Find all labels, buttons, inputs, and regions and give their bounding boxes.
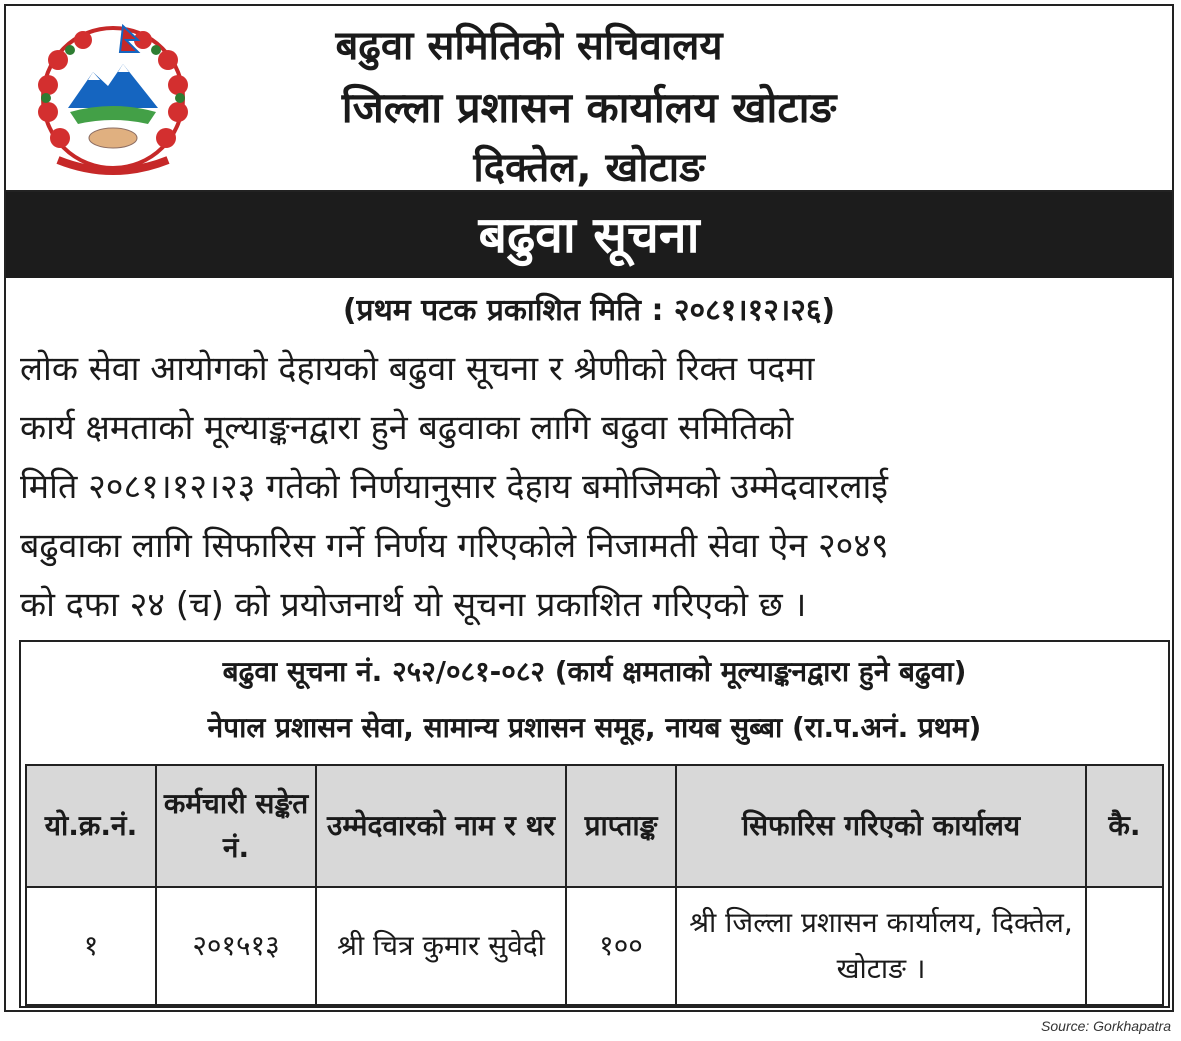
committee-title: बढुवा समितिको सचिवालय [335, 23, 723, 69]
candidate-table [25, 764, 1164, 1006]
notice-frame [4, 4, 1174, 1012]
cell-marks: १०० [566, 887, 676, 1005]
notice-number: बढुवा सूचना नं. २५२/०८१-०८२ (कार्य क्षमताको मूल्याङ्कनद्वारा हुने बढुवा) [222, 655, 967, 688]
office-location: दिक्तेल, खोटाङ [473, 145, 705, 191]
cell-serial: १ [26, 887, 156, 1005]
notice-banner: बढुवा सूचना [6, 192, 1172, 278]
table-row [26, 887, 1163, 1005]
col-marks: प्राप्ताङ्क [566, 765, 676, 887]
col-recommended-office: सिफारिस गरिएको कार्यालय [676, 765, 1086, 887]
col-serial: यो.क्र.नं. [26, 765, 156, 887]
col-candidate-name: उम्मेदवारको नाम र थर [316, 765, 566, 887]
body-line: कार्य क्षमताको मूल्याङ्कनद्वारा हुने बढुवाका लागि बढुवा समितिको [20, 408, 794, 448]
notice-body [20, 340, 1158, 635]
table-header-row [26, 765, 1163, 887]
body-line: को दफा २४ (च) को प्रयोजनार्थ यो सूचना प्रकाशित गरिएको छ । [20, 585, 807, 625]
cell-candidate-name: श्री चित्र कुमार सुवेदी [316, 887, 566, 1005]
source-credit: Source: Gorkhapatra [1041, 1018, 1171, 1034]
notice-header [6, 6, 1172, 192]
cell-employee-code: २०१५१३ [156, 887, 316, 1005]
service-group: नेपाल प्रशासन सेवा, सामान्य प्रशासन समूह, नायब सुब्बा (रा.प.अनं. प्रथम) [207, 711, 982, 744]
col-remarks: कै. [1086, 765, 1163, 887]
body-line: लोक सेवा आयोगको देहायको बढुवा सूचना र श्रेणीको रिक्त पदमा [20, 349, 815, 389]
body-line: बढुवाका लागि सिफारिस गर्ने निर्णय गरिएकोले निजामती सेवा ऐन २०४९ [20, 526, 889, 566]
office-title: जिल्ला प्रशासन कार्यालय खोटाङ [341, 83, 837, 132]
publication-date: (प्रथम पटक प्रकाशित मिति : २०८१।१२।२६) [342, 293, 836, 328]
col-employee-code: कर्मचारी सङ्केत नं. [156, 765, 316, 887]
promotion-notice-box [19, 640, 1170, 1008]
body-line: मिति २०८१।१२।२३ गतेको निर्णयानुसार देहाय बमोजिमको उम्मेदवारलाई [20, 467, 888, 507]
cell-remarks [1086, 887, 1163, 1005]
cell-recommended-office: श्री जिल्ला प्रशासन कार्यालय, दिक्तेल, खोटाङ । [676, 887, 1086, 1005]
